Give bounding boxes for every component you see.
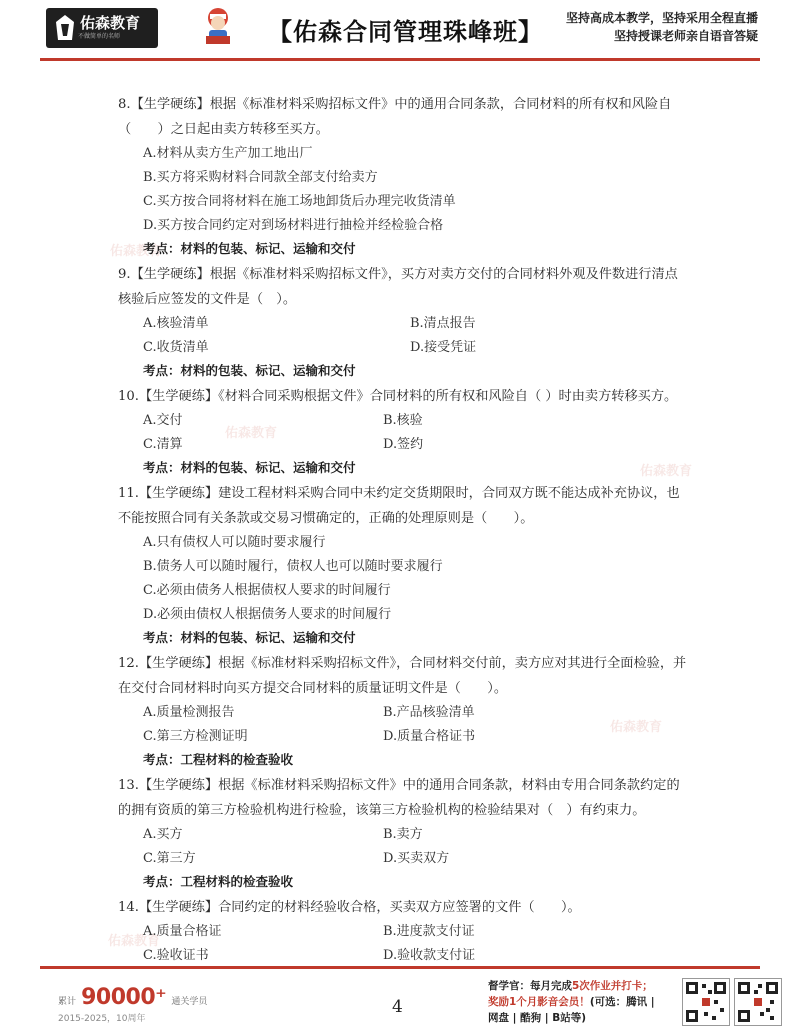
key-point: 考点：材料的包装、标记、运输和交付 [143, 241, 356, 256]
qr-code-icon [734, 978, 782, 1026]
answer-option: B.核验 [383, 413, 423, 428]
answer-option: A.只有债权人可以随时要求履行 [143, 535, 326, 550]
answer-option: C.必须由债务人根据债权人要求的时间履行 [143, 583, 391, 598]
key-point: 考点：材料的包装、标记、运输和交付 [143, 363, 356, 378]
question-stem: 12.【生学硬练】根据《标准材料采购招标文件》，合同材料交付前，卖方应对其进行全面检验，并在交付合同材料时向买方提交合同材料的质量证明文件是（ ）。 [118, 656, 687, 696]
years-text: 2015-2025，10周年 [58, 1014, 146, 1024]
student-count: 90000⁺ [81, 985, 167, 1010]
brand-logo [46, 8, 158, 48]
question-list [118, 92, 688, 968]
question-stem: 13.【生学硬练】根据《标准材料采购招标文件》中的通用合同条款，材料由专用合同条款约定的的拥有资质的第三方检验机构进行检验，该第三方检验机构的检验结果对（ ）有约束力。 [118, 778, 680, 818]
option-grid [118, 920, 688, 968]
answer-option: B.卖方 [383, 827, 423, 842]
brand-name: 佑森教育 [80, 14, 141, 32]
promo-highlight: 5次作业并打卡； [572, 980, 653, 992]
answer-option: D.买方按合同约定对到场材料进行抽检并经检验合格 [143, 218, 444, 233]
slogan-line-1: 坚持高成本教学，坚持采用全程直播 [565, 11, 758, 25]
answer-option: C.清算 [143, 437, 183, 452]
count-suffix: 通关学员 [171, 997, 208, 1007]
count-prefix: 累计 [58, 997, 77, 1007]
answer-option: B.进度款支付证 [383, 924, 475, 939]
option-grid [118, 409, 688, 457]
key-point: 考点：工程材料的检查验收 [143, 752, 294, 767]
option-grid [118, 823, 688, 871]
promo-highlight: 奖励1个月影音会员！ [488, 996, 590, 1008]
answer-option: D.质量合格证书 [383, 729, 476, 744]
answer-option: A.质量检测报告 [143, 705, 235, 720]
answer-option: B.产品核验清单 [383, 705, 475, 720]
answer-option: D.买卖双方 [383, 851, 450, 866]
footer-divider [40, 966, 760, 969]
qr-code-icon [682, 978, 730, 1026]
answer-option: C.第三方检测证明 [143, 729, 248, 744]
answer-option: C.第三方 [143, 851, 196, 866]
question-stem: 14.【生学硬练】合同约定的材料经验收合格，买卖双方应签署的文件（ ）。 [118, 900, 581, 915]
page-header-title: 【佑森合同管理珠峰班】 [268, 18, 543, 46]
option-grid [118, 312, 688, 360]
question-stem: 11.【生学硬练】建设工程材料采购合同中未约定交货期限时，合同双方既不能达成补充协议，也不能按照合同有关条款或交易习惯确定的，正确的处理原则是（ ）。 [118, 486, 680, 526]
watermark: 佑森教育 [110, 244, 163, 259]
question-stem: 8.【生学硬练】根据《标准材料采购招标文件》中的通用合同条款，合同材料的所有权和风险自（ ）之日起由卖方转移至买方。 [118, 97, 672, 137]
answer-option: A.核验清单 [143, 316, 209, 331]
answer-option: D.验收款支付证 [383, 948, 476, 963]
key-point: 考点：材料的包装、标记、运输和交付 [143, 460, 356, 475]
answer-option: A.交付 [143, 413, 183, 428]
answer-option: B.清点报告 [410, 316, 476, 331]
footer-stats [58, 985, 207, 1024]
answer-option: D.签约 [383, 437, 424, 452]
promo-text: (可选：腾讯 | [589, 996, 655, 1008]
answer-option: B.债务人可以随时履行，债权人也可以随时要求履行 [143, 559, 443, 574]
footer-promo [488, 978, 668, 1026]
answer-option: A.材料从卖方生产加工地出厂 [143, 146, 313, 161]
answer-option: D.必须由债权人根据债务人要求的时间履行 [143, 607, 392, 622]
watermark: 佑森教育 [225, 426, 278, 441]
brand-subtitle: 不做简单的名师 [78, 33, 121, 40]
header-divider [40, 58, 760, 61]
answer-option: C.验收证书 [143, 948, 209, 963]
question-stem: 9.【生学硬练】根据《标准材料采购招标文件》，买方对卖方交付的合同材料外观及件数进行清点核验后应签发的文件是（ ）。 [118, 267, 678, 307]
key-point: 考点：工程材料的检查验收 [143, 874, 294, 889]
answer-option: A.买方 [143, 827, 183, 842]
option-grid [118, 701, 688, 749]
answer-option: D.接受凭证 [410, 340, 477, 355]
key-point: 考点：材料的包装、标记、运输和交付 [143, 630, 356, 645]
watermark: 佑森教育 [640, 464, 693, 479]
answer-option: B.买方将采购材料合同款全部支付给卖方 [143, 170, 378, 185]
mascot-icon [200, 6, 236, 50]
logo-mark-icon [52, 13, 78, 43]
page-number: 4 [392, 997, 403, 1017]
watermark: 佑森教育 [108, 934, 161, 949]
slogan-line-2: 坚持授课老师亲自语音答疑 [613, 29, 758, 43]
header-slogan [566, 9, 758, 45]
promo-text: 网盘 | 酷狗 | B站等) [488, 1012, 587, 1024]
promo-text: 督学官：每月完成 [488, 980, 572, 992]
answer-option: C.买方按合同将材料在施工场地卸货后办理完收货清单 [143, 194, 456, 209]
answer-option: C.收货清单 [143, 340, 209, 355]
question-stem: 10.【生学硬练】《材料合同采购根据文件》合同材料的所有权和风险自（ ）时由卖方转移买方。 [118, 389, 678, 404]
watermark: 佑森教育 [610, 720, 663, 735]
answer-option: A.质量合格证 [143, 924, 222, 939]
